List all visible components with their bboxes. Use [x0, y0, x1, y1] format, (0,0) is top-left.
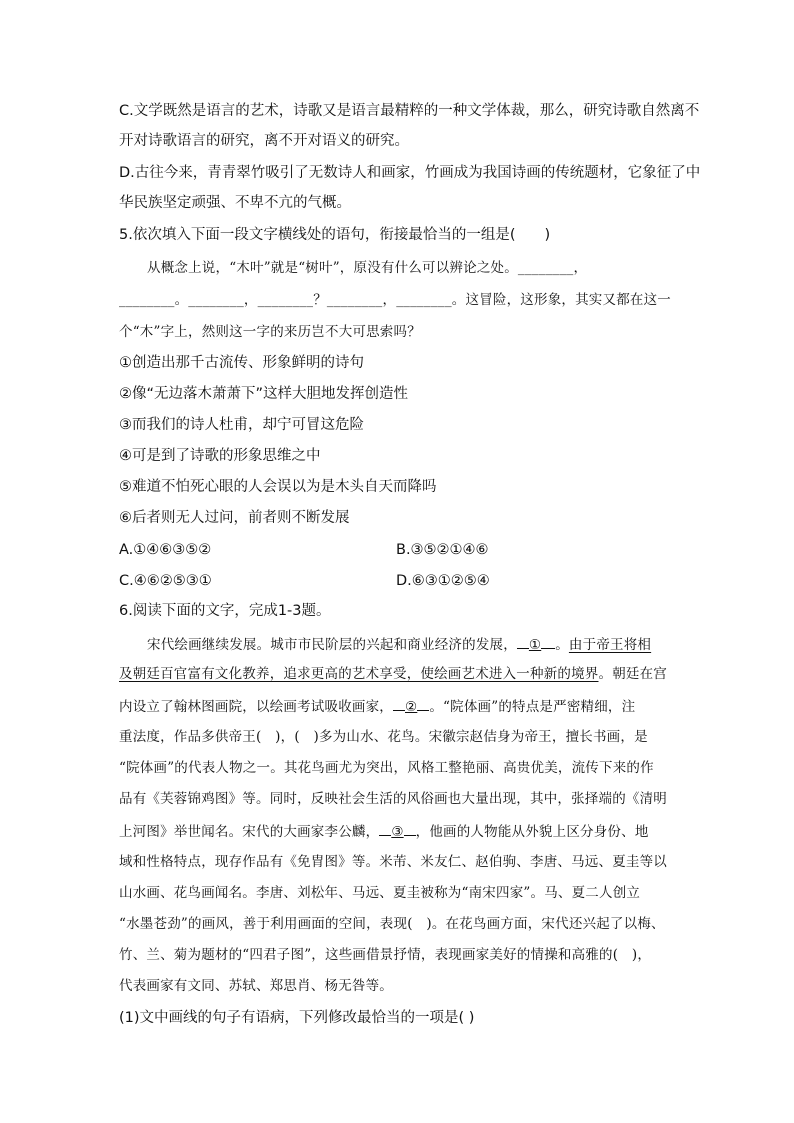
- q6-passage-line-6: 品有《芙蓉锦鸡图》等。同时，反映社会生活的风俗画也大量出现，其中，张择端的《清明: [119, 791, 667, 807]
- q5-item-5: ⑤难道不怕死心眼的人会误以为是木头自天而降吗: [119, 479, 437, 495]
- q6-subquestion-1: (1)文中画线的句子有语病，下列修改最恰当的一项是( ): [119, 1010, 475, 1026]
- blank-pad: [404, 820, 416, 836]
- q5-passage-line-3: 个“木”字上，然则这一字的来历岂不大可思索吗？: [119, 324, 421, 340]
- q6-passage-line-8: 域和性格特点，现存作品有《免胄图》等。米芾、米友仁、赵伯驹、李唐、马远、夏圭等以: [119, 854, 667, 870]
- q5-item-1: ①创造出那千古流传、形象鲜明的诗句: [119, 355, 364, 371]
- blank-pad: [417, 695, 429, 711]
- blank-3: ③: [391, 824, 404, 840]
- blank-pad: [393, 695, 405, 711]
- q6-underlined-sentence-start: 由于帝王将相: [568, 637, 652, 653]
- q5-item-2: ②像“无边落木萧萧下”这样大胆地发挥创造性: [119, 386, 409, 402]
- question-6-stem: 6.阅读下面的文字，完成1-3题。: [119, 603, 331, 619]
- q6-passage-line-12: 代表画家有文同、苏轼、郑思肖、杨无咎等。: [119, 978, 393, 994]
- q6-passage-line-5: “院体画”的代表人物之一。其花鸟画尤为突出，风格工整艳丽、高贵优美，流传下来的作: [119, 760, 654, 776]
- q6-text-3b: 。“院体画”的特点是严密精细，注: [429, 699, 636, 715]
- q6-passage-line-9: 山水画、花鸟画闻名。李唐、刘松年、马远、夏圭被称为“南宋四家”。马、夏二人创立: [119, 885, 641, 901]
- q6-text-7b: ，他画的人物能从外貌上区分身份、地: [415, 824, 649, 840]
- blank-pad: [379, 820, 391, 836]
- q6-passage-line-11: 竹、兰、菊为题材的“四君子图”，这些画借景抒情，表现画家美好的情操和高雅的( )，: [119, 947, 652, 963]
- option-c-line-2: 开对诗歌语言的研究，离不开对语义的研究。: [119, 133, 409, 149]
- q5-item-3: ③而我们的诗人杜甫，却宁可冒这危险: [119, 417, 364, 433]
- q6-passage-line-1: 宋代绘画继续发展。城市市民阶层的兴起和商业经济的发展， ① 。由于帝王将相: [147, 633, 651, 655]
- q6-underlined-sentence: 及朝廷百官富有文化教养，追求更高的艺术享受，使绘画艺术进入一种新的境界: [119, 666, 599, 682]
- q6-passage-line-3: [119, 695, 635, 717]
- q5-passage-line-2: ________。________，________？________，________。这冒险，这形象，其实又都在这一: [119, 292, 671, 308]
- option-d-line-1: D.古往今来，青青翠竹吸引了无数诗人和画家，竹画成为我国诗画的传统题材，它象征了中: [119, 165, 701, 181]
- q5-choice-a: A.①④⑥③⑤②: [119, 542, 212, 558]
- question-5-stem: 5.依次填入下面一段文字横线处的语句，衔接最恰当的一组是( ): [119, 227, 551, 243]
- blank-pad: [517, 633, 529, 649]
- option-c-line-1: C.文学既然是语言的艺术，诗歌又是语言最精粹的一种文学体裁，那么，研究诗歌自然离不: [119, 103, 700, 119]
- q5-choice-d: D.⑥③①②⑤④: [396, 573, 490, 589]
- q5-item-4: ④可是到了诗歌的形象思维之中: [119, 448, 321, 464]
- q6-passage-line-10: “水墨苍劲”的画风，善于利用画面的空间，表现( )。在花鸟画方面，宋代还兴起了以梅、: [119, 916, 665, 932]
- q6-text-7a: 上河图》举世闻名。宋代的大画家李公麟，: [119, 824, 380, 840]
- q6-text-3a: 内设立了翰林图画院，以绘画考试吸收画家，: [119, 699, 393, 715]
- q6-passage-line-4: 重法度，作品多供帝王( )，( )多为山水、花鸟。宋徽宗赵佶身为帝王，擅长书画，是: [119, 729, 648, 745]
- blank-2: ②: [405, 699, 418, 715]
- q6-text-2-end: 。朝廷在宫: [598, 666, 667, 682]
- blank-pad: [541, 633, 555, 649]
- blank-1: ①: [528, 637, 542, 653]
- q6-text-1a: 宋代绘画继续发展。城市市民阶层的兴起和商业经济的发展，: [147, 637, 517, 653]
- option-d-line-2: 华民族坚定顽强、不卑不亢的气概。: [119, 195, 351, 211]
- q5-choice-b: B.③⑤②①④⑥: [396, 542, 489, 558]
- q6-passage-line-2: [119, 664, 667, 684]
- q5-choice-c: C.④⑥②⑤③①: [119, 573, 212, 589]
- q5-item-6: ⑥后者则无人过问，前者则不断发展: [119, 510, 350, 526]
- q5-passage-line-1: 从概念上说，“木叶”就是“树叶”，原没有什么可以辨论之处。________，: [147, 260, 588, 276]
- q6-passage-line-7: [119, 820, 649, 842]
